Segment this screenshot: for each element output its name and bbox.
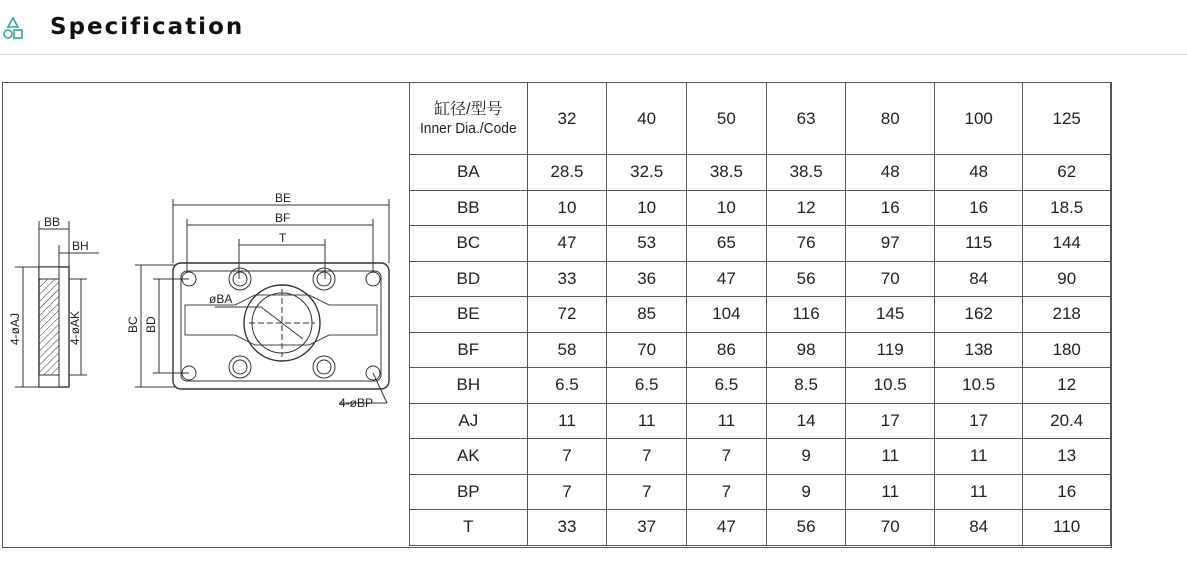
table-cell: 85 <box>607 297 687 333</box>
table-cell: 90 <box>1023 261 1111 297</box>
table-row <box>410 439 1111 475</box>
table-cell: 145 <box>846 297 934 333</box>
table-cell: 65 <box>687 226 767 262</box>
table-cell: 104 <box>687 297 767 333</box>
table-cell: 7 <box>687 474 767 510</box>
table-cell: 17 <box>846 403 934 439</box>
table-cell: 110 <box>1023 510 1111 546</box>
label-be: BE <box>275 191 292 205</box>
table-cell: 119 <box>846 332 934 368</box>
label-bp: 4-øBP <box>339 396 374 410</box>
table-cell: 6.5 <box>607 368 687 404</box>
table-cell: 12 <box>766 190 846 226</box>
code-header-en: Inner Dia./Code <box>419 119 517 137</box>
row-code: BB <box>410 190 528 226</box>
table-cell: 20.4 <box>1023 403 1111 439</box>
table-cell: 48 <box>846 155 934 191</box>
table-row <box>410 297 1111 333</box>
row-code: BF <box>410 332 528 368</box>
table-cell: 56 <box>766 261 846 297</box>
table-cell: 116 <box>766 297 846 333</box>
table-cell: 97 <box>846 226 934 262</box>
row-code: BE <box>410 297 528 333</box>
table-row <box>410 368 1111 404</box>
table-cell: 53 <box>607 226 687 262</box>
table-cell: 11 <box>934 439 1022 475</box>
table-cell: 11 <box>687 403 767 439</box>
table-cell: 144 <box>1023 226 1111 262</box>
table-row <box>410 155 1111 191</box>
label-bd: BD <box>144 316 158 333</box>
label-t: T <box>279 231 287 245</box>
table-body <box>410 155 1111 546</box>
size-header: 50 <box>687 83 767 155</box>
row-code: BC <box>410 226 528 262</box>
table-row <box>410 403 1111 439</box>
table-row <box>410 332 1111 368</box>
table-cell: 28.5 <box>527 155 607 191</box>
table-cell: 37 <box>607 510 687 546</box>
table-cell: 8.5 <box>766 368 846 404</box>
table-cell: 115 <box>934 226 1022 262</box>
table-cell: 16 <box>846 190 934 226</box>
table-cell: 76 <box>766 226 846 262</box>
row-code: BA <box>410 155 528 191</box>
table-cell: 6.5 <box>687 368 767 404</box>
table-cell: 70 <box>607 332 687 368</box>
table-row <box>410 474 1111 510</box>
table-cell: 70 <box>846 510 934 546</box>
table-cell: 162 <box>934 297 1022 333</box>
table-cell: 47 <box>527 226 607 262</box>
code-header <box>410 83 528 155</box>
header-row <box>410 83 1111 155</box>
table-cell: 11 <box>607 403 687 439</box>
table-cell: 7 <box>527 474 607 510</box>
table-cell: 14 <box>766 403 846 439</box>
size-header: 80 <box>846 83 934 155</box>
table-cell: 86 <box>687 332 767 368</box>
spec-frame <box>2 82 1112 548</box>
table-cell: 11 <box>934 474 1022 510</box>
table-row <box>410 190 1111 226</box>
table-cell: 11 <box>527 403 607 439</box>
table-cell: 10 <box>607 190 687 226</box>
label-bb: BB <box>44 215 61 229</box>
label-bf: BF <box>275 211 291 225</box>
spec-table <box>409 82 1111 546</box>
table-row <box>410 226 1111 262</box>
front-view <box>135 199 389 403</box>
table-cell: 7 <box>607 474 687 510</box>
table-cell: 84 <box>934 510 1022 546</box>
row-code: BP <box>410 474 528 510</box>
table-cell: 9 <box>766 439 846 475</box>
table-cell: 180 <box>1023 332 1111 368</box>
table-cell: 48 <box>934 155 1022 191</box>
technical-drawing <box>3 83 409 547</box>
table-cell: 58 <box>527 332 607 368</box>
row-code: AJ <box>410 403 528 439</box>
size-header: 63 <box>766 83 846 155</box>
label-bh: BH <box>72 239 89 253</box>
table-cell: 138 <box>934 332 1022 368</box>
size-header: 32 <box>527 83 607 155</box>
table-cell: 218 <box>1023 297 1111 333</box>
table-cell: 18.5 <box>1023 190 1111 226</box>
size-header: 100 <box>934 83 1022 155</box>
table-cell: 32.5 <box>607 155 687 191</box>
table-cell: 10.5 <box>846 368 934 404</box>
size-header: 125 <box>1023 83 1111 155</box>
table-cell: 16 <box>1023 474 1111 510</box>
table-cell: 9 <box>766 474 846 510</box>
page-title: Specification <box>50 14 245 40</box>
label-aj: 4-øAJ <box>8 312 22 345</box>
table-cell: 33 <box>527 261 607 297</box>
table-cell: 7 <box>607 439 687 475</box>
row-code: BD <box>410 261 528 297</box>
row-code: T <box>410 510 528 546</box>
table-cell: 38.5 <box>766 155 846 191</box>
table-cell: 38.5 <box>687 155 767 191</box>
table-cell: 70 <box>846 261 934 297</box>
row-code: AK <box>410 439 528 475</box>
table-cell: 10.5 <box>934 368 1022 404</box>
front-view-labels <box>126 191 373 410</box>
table-cell: 98 <box>766 332 846 368</box>
table-cell: 47 <box>687 261 767 297</box>
table-cell: 11 <box>846 439 934 475</box>
code-header-zh: 缸径/型号 <box>434 100 503 118</box>
label-ak: 4-øAK <box>68 310 82 345</box>
table-row <box>410 510 1111 546</box>
table-cell: 62 <box>1023 155 1111 191</box>
size-header: 40 <box>607 83 687 155</box>
table-cell: 10 <box>527 190 607 226</box>
table-cell: 16 <box>934 190 1022 226</box>
table-cell: 11 <box>846 474 934 510</box>
page-header <box>0 0 1187 56</box>
table-cell: 6.5 <box>527 368 607 404</box>
table-cell: 33 <box>527 510 607 546</box>
table-cell: 10 <box>687 190 767 226</box>
header-divider <box>0 54 1187 55</box>
table-cell: 7 <box>527 439 607 475</box>
table-row <box>410 261 1111 297</box>
table-cell: 13 <box>1023 439 1111 475</box>
row-code: BH <box>410 368 528 404</box>
shapes-icon <box>2 17 24 39</box>
table-cell: 12 <box>1023 368 1111 404</box>
label-bc: BC <box>126 316 140 333</box>
label-ba: øBA <box>209 292 233 306</box>
table-cell: 72 <box>527 297 607 333</box>
table-cell: 47 <box>687 510 767 546</box>
table-cell: 84 <box>934 261 1022 297</box>
table-cell: 7 <box>687 439 767 475</box>
table-cell: 17 <box>934 403 1022 439</box>
table-cell: 36 <box>607 261 687 297</box>
table-cell: 56 <box>766 510 846 546</box>
